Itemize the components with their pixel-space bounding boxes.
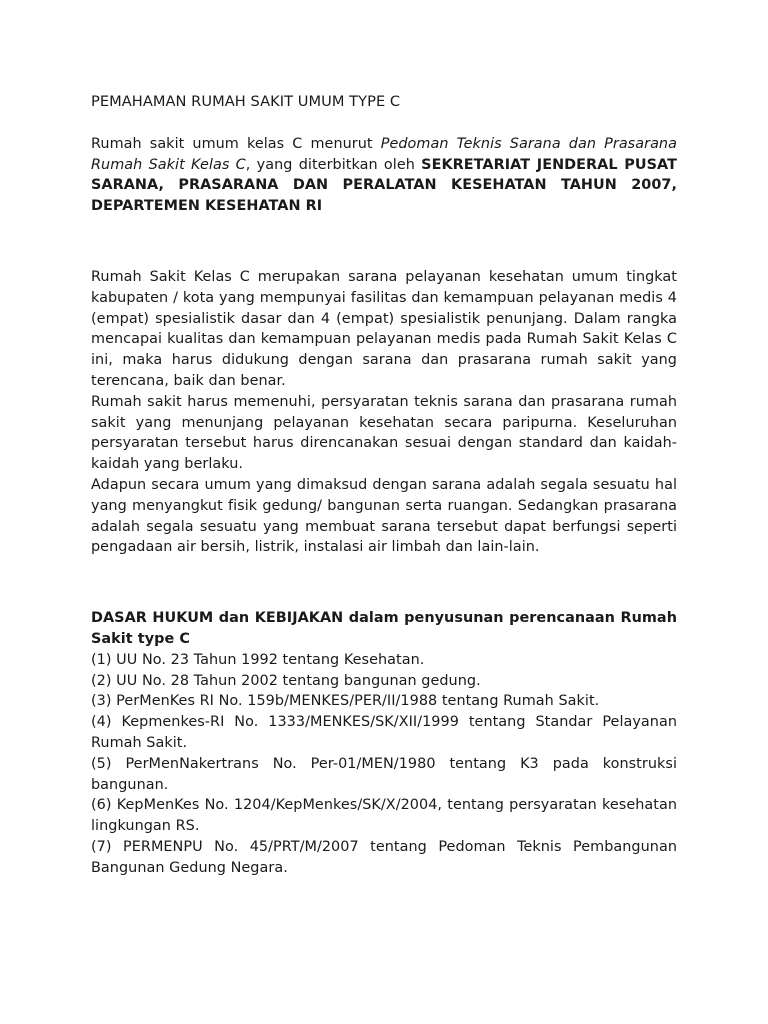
intro-publisher: SEKRETARIAT JENDERAL PUSAT SARANA, PRASARANA DAN PERALATAN KESEHATAN TAHUN 2007, DEPARTEMEN KESEHATAN RI — [91, 156, 677, 215]
paragraph-requirements: Rumah sakit harus memenuhi, persyaratan teknis sarana dan prasarana rumah sakit yang menunjang pelayanan kesehatan secara paripurna. Keseluruhan persyaratan tersebut harus direncanakan sesuai dengan standard dan kaidah-kaidah yang berlaku. — [91, 393, 677, 473]
legal-item: (1) UU No. 23 Tahun 1992 tentang Kesehatan. — [91, 651, 425, 668]
legal-item: (4) Kepmenkes-RI No. 1333/MENKES/SK/XII/1999 tentang Standar Pelayanan Rumah Sakit. — [91, 714, 677, 751]
intro-lead: Rumah sakit umum kelas C menurut — [91, 135, 381, 152]
spacer — [91, 113, 677, 134]
intro-middle: , yang diterbitkan oleh — [245, 156, 422, 173]
intro-paragraph — [91, 134, 677, 217]
paragraph-definition: Rumah Sakit Kelas C merupakan sarana pelayanan kesehatan umum tingkat kabupaten / kota yang mempunyai fasilitas dan kemampuan pelayanan medis 4 (empat) spesialistik dasar dan 4 (empat) spesialistik penunjang. Dalam rangka mencapai kualitas dan kemampuan pelayanan medis pada Rumah Sakit Kelas C ini, maka harus didukung dengan sarana dan prasarana rumah sakit yang terencana, baik dan benar. — [91, 268, 677, 389]
document-body — [91, 92, 677, 879]
spacer — [91, 217, 677, 267]
spacer — [91, 558, 677, 608]
paragraph-facilities: Adapun secara umum yang dimaksud dengan sarana adalah segala sesuatu hal yang menyangkut fisik gedung/ bangunan serta ruangan. Sedangkan prasarana adalah segala sesuatu yang membuat sarana tersebut dapat berfungsi seperti pengadaan air bersih, listrik, instalasi air limbah dan lain-lain. — [91, 476, 677, 556]
legal-item: (2) UU No. 28 Tahun 2002 tentang bangunan gedung. — [91, 672, 481, 689]
legal-basis-heading: DASAR HUKUM dan KEBIJAKAN dalam penyusunan perencanaan Rumah Sakit type C — [91, 610, 677, 647]
legal-item: (7) PERMENPU No. 45/PRT/M/2007 tentang Pedoman Teknis Pembangunan Bangunan Gedung Negara. — [91, 838, 677, 876]
document-title: PEMAHAMAN RUMAH SAKIT UMUM TYPE C — [91, 93, 401, 110]
legal-item: (3) PerMenKes RI No. 159b/MENKES/PER/II/1988 tentang Rumah Sakit. — [91, 693, 600, 710]
intro-guideline-title: Pedoman Teknis Sarana dan Prasarana Rumah Sakit Kelas C — [91, 135, 677, 173]
legal-item: (6) KepMenKes No. 1204/KepMenkes/SK/X/2004, tentang persyaratan kesehatan lingkungan RS. — [91, 797, 677, 835]
legal-item: (5) PerMenNakertrans No. Per-01/MEN/1980 tentang K3 pada konstruksi bangunan. — [91, 755, 677, 793]
